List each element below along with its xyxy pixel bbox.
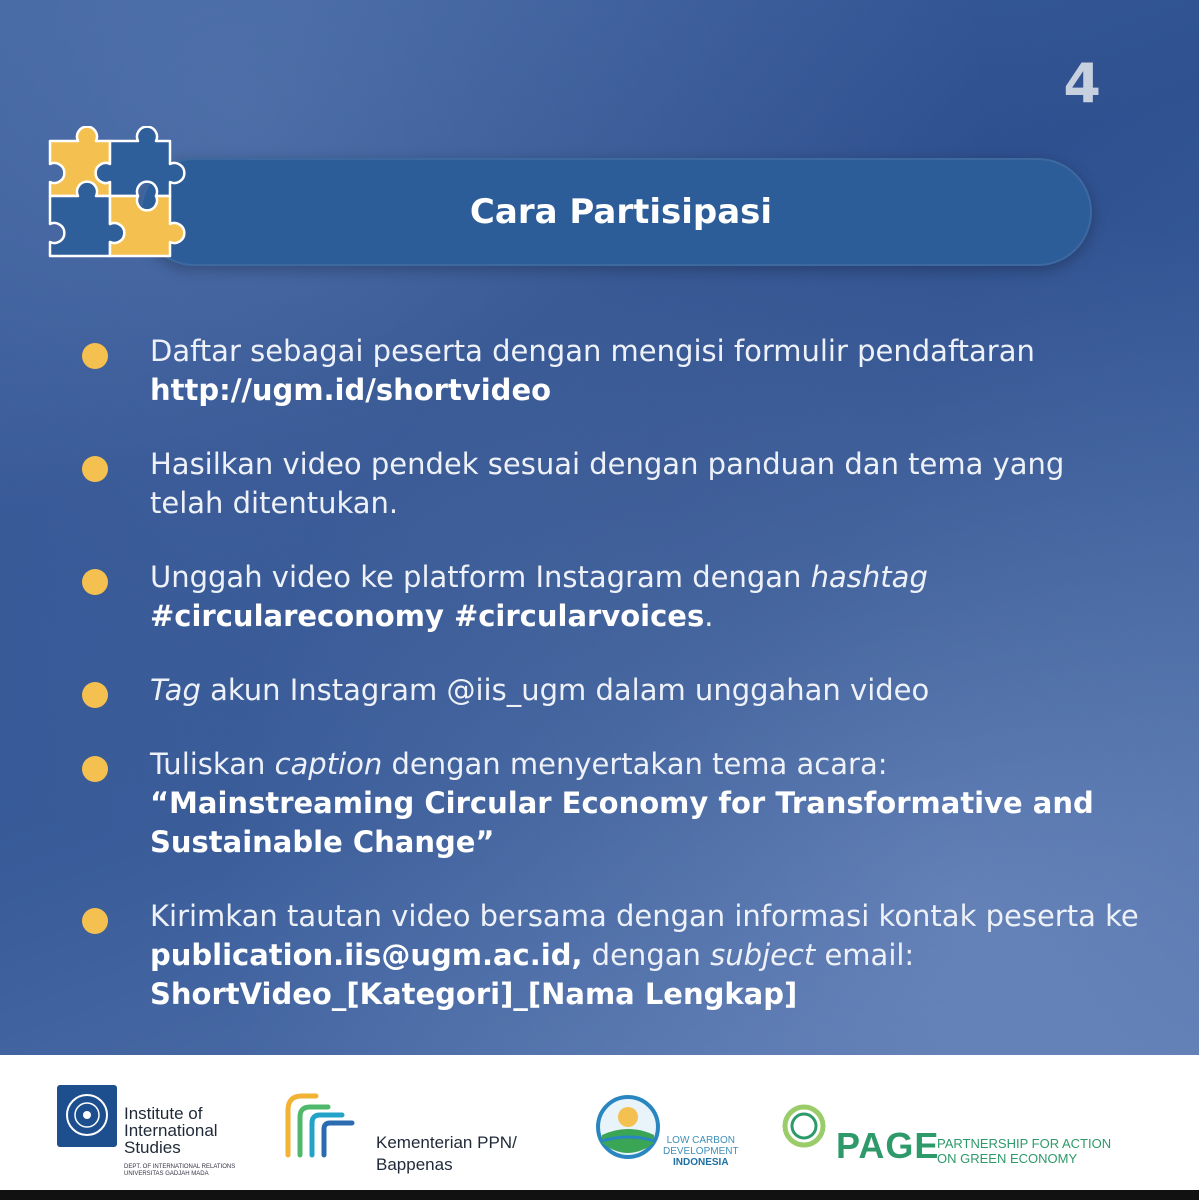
step-text: email:: [815, 938, 915, 972]
step-item: [80, 445, 1140, 523]
iis-logo: [54, 1055, 120, 1190]
participation-steps: [80, 332, 1140, 1049]
page-logo: [780, 1055, 832, 1190]
page-number: 4: [1063, 52, 1101, 115]
step-text: subject: [710, 938, 816, 972]
step-text: .: [704, 599, 714, 633]
step-text: hashtag: [810, 560, 928, 594]
iis-subtitle: [124, 1164, 235, 1178]
bappenas-name: [376, 1132, 517, 1176]
page-tagline-line: ON GREEN ECONOMY: [937, 1151, 1078, 1166]
iis-sub-line: UNIVERSITAS GADJAH MADA: [124, 1171, 209, 1177]
step-text: Hasilkan video pendek sesuai dengan panduan dan tema yang telah ditentukan.: [150, 447, 1065, 520]
step-text: ShortVideo_[Kategori]_[Nama Lengkap]: [150, 977, 798, 1011]
step-text: publication.iis@ugm.ac.id,: [150, 938, 583, 972]
iis-sub-line: DEPT. OF INTERNATIONAL RELATIONS: [124, 1164, 236, 1170]
step-text: Kirimkan tautan video bersama dengan informasi kontak peserta ke: [150, 899, 1139, 933]
page-tagline: [937, 1136, 1111, 1166]
lcdi-logo: [594, 1055, 664, 1190]
step-item: [80, 745, 1140, 862]
step-item: [80, 332, 1140, 410]
title-banner: [140, 158, 1092, 266]
step-text: Tag: [150, 673, 201, 707]
lcdi-line: LOW CARBON: [666, 1135, 735, 1146]
step-text: caption: [274, 747, 383, 781]
bullet-dot: [82, 756, 108, 782]
lcdi-name: [663, 1135, 739, 1168]
iis-name: [124, 1105, 218, 1156]
step-text: dengan: [582, 938, 711, 972]
step-text: akun Instagram @iis_ugm dalam unggahan video: [200, 673, 930, 707]
step-text: dengan menyertakan tema acara:: [382, 747, 888, 781]
bullet-dot: [82, 682, 108, 708]
lcdi-line: INDONESIA: [673, 1157, 729, 1168]
page-tagline-line: PARTNERSHIP FOR ACTION: [937, 1136, 1112, 1151]
step-item: [80, 671, 1140, 710]
step-text: Tuliskan: [150, 747, 275, 781]
bappenas-logo: [282, 1055, 358, 1190]
bullet-dot: [82, 908, 108, 934]
bullet-dot: [82, 343, 108, 369]
step-text: http://ugm.id/shortvideo: [150, 373, 552, 407]
iis-line: Studies: [124, 1138, 181, 1157]
step-item: [80, 897, 1140, 1014]
step-text: Unggah video ke platform Instagram dengan: [150, 560, 811, 594]
puzzle-icon: [40, 126, 190, 276]
bullet-dot: [82, 569, 108, 595]
lcdi-line: DEVELOPMENT: [663, 1146, 739, 1157]
sponsor-footer: [0, 1055, 1199, 1190]
step-text: “Mainstreaming Circular Economy for Transformative and Sustainable Change”: [150, 786, 1094, 859]
step-text: Daftar sebagai peserta dengan mengisi formulir pendaftaran: [150, 334, 1035, 368]
page-title: Cara Partisipasi: [469, 192, 773, 232]
iis-line: International: [124, 1121, 218, 1140]
bullet-dot: [82, 456, 108, 482]
iis-line: Institute of: [124, 1104, 203, 1123]
step-text: #circulareconomy #circularvoices: [150, 599, 705, 633]
bappenas-line: Kementerian PPN/: [376, 1133, 517, 1152]
bottom-edge: [0, 1190, 1199, 1200]
bappenas-line: Bappenas: [376, 1155, 453, 1174]
step-item: [80, 558, 1140, 636]
page-wordmark: PAGE: [836, 1125, 940, 1166]
